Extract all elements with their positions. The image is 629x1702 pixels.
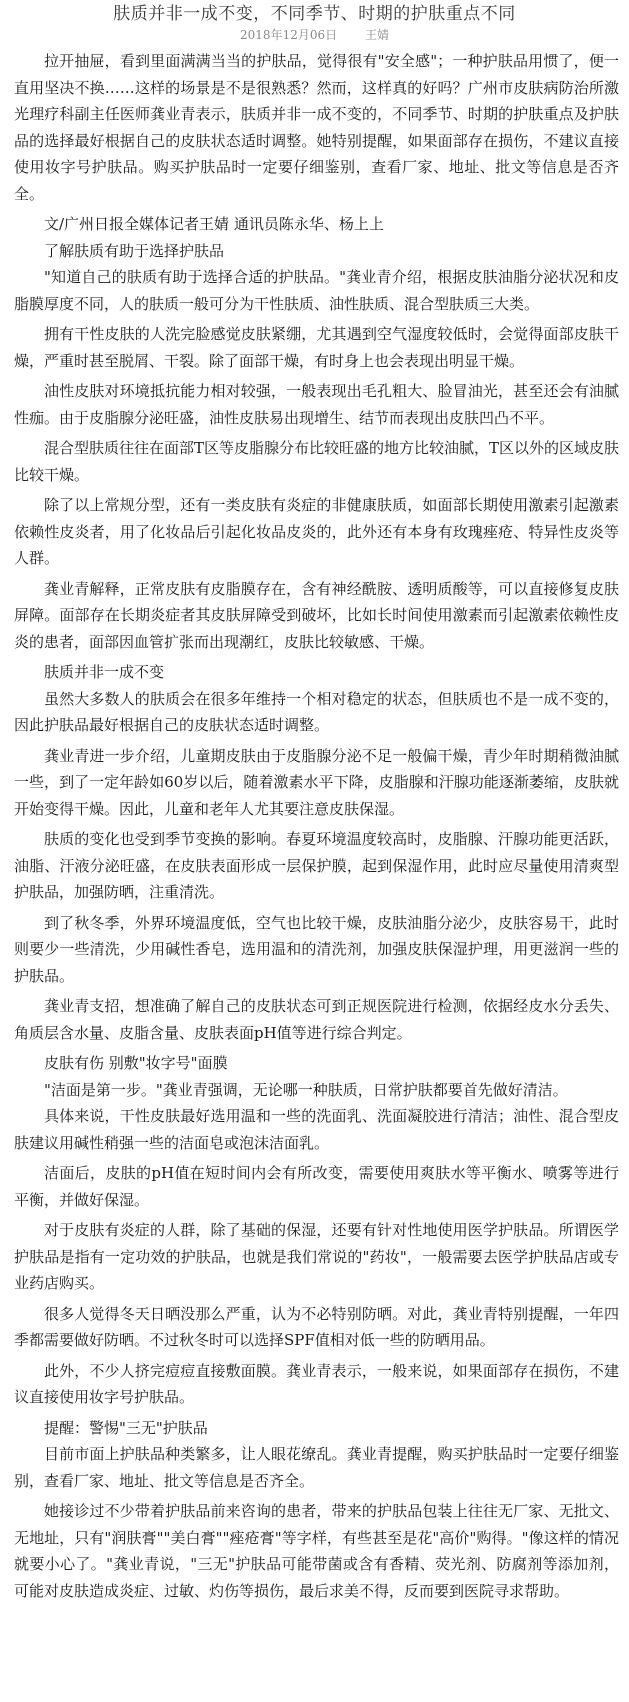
paragraph: 肤质的变化也受到季节变换的影响。春夏环境温度较高时，皮脂腺、汗腺功能更活跃，油脂、汗液分泌旺盛，在皮肤表面形成一层保护膜，起到保湿作用，此时应尽量使用清爽型护肤品，加强防晒，注重清洗。 — [14, 830, 619, 901]
paragraph: 除了以上常规分型，还有一类皮肤有炎症的非健康肤质，如面部长期使用激素引起激素依赖性皮炎者，用了化妆品后引起化妆品皮炎的，此外还有本身有玫瑰痤疮、特异性皮炎等人群。 — [14, 496, 619, 567]
paragraph: 混合型肤质往往在面部T区等皮脂腺分布比较旺盛的地方比较油腻，T区以外的区域皮肤比较干燥。 — [14, 439, 620, 484]
paragraph: 龚业青解释，正常皮肤有皮脂膜存在，含有神经酰胺、透明质酸等，可以直接修复皮肤屏障。面部存在长期炎症者其皮肤屏障受到破坏，比如长时间使用激素而引起激素依赖性皮炎的患者，面部因血管扩张而出现潮红，皮肤比较敏感、干燥。 — [14, 579, 619, 651]
paragraph: "知道自己的肤质有助于选择合适的护肤品。"龚业青介绍，根据皮肤油脂分泌状况和皮脂膜厚度不同，人的肤质一般可分为干性肤质、油性肤质、混合型肤质三大类。 — [14, 268, 619, 313]
section-heading: 提醒：警惕"三无"护肤品 — [44, 1418, 208, 1437]
article-meta — [0, 26, 629, 44]
article-header — [0, 0, 629, 44]
paragraph: 很多人觉得冬天日晒没那么严重，认为不必特别防晒。对此，龚业青特别提醒，一年四季都需要做好防晒。不过秋冬时可以选择SPF值相对低一些的防晒用品。 — [14, 1304, 619, 1349]
paragraph: 龚业青支招，想准确了解自己的皮肤状态可到正规医院进行检测，依据经皮水分丢失、角质层含水量、皮脂含量、皮肤表面pH值等进行综合判定。 — [14, 997, 619, 1042]
section-heading: 了解肤质有助于选择护肤品 — [44, 241, 225, 260]
paragraph: 对于皮肤有炎症的人群，除了基础的保湿，还要有针对性地使用医学护肤品。所谓医学护肤品是指有一定功效的护肤品，也就是我们常说的"药妆"，一般需要去医学护肤品店或专业药店购买。 — [14, 1221, 619, 1292]
publish-date: 2018年12月06日 — [240, 28, 338, 42]
author-name: 王婧 — [364, 28, 389, 42]
paragraph: "洁面是第一步。"龚业青强调，无论哪一种肤质，日常护肤都要首先做好清洁。 — [44, 1080, 568, 1099]
article-body — [0, 44, 629, 1604]
paragraph: 到了秋冬季，外界环境温度低，空气也比较干燥，皮肤油脂分泌少，皮肤容易干，此时则要少一些清洗，少用碱性香皂，选用温和的清洗剂，加强皮肤保湿护理，用更滋润一些的护肤品。 — [14, 913, 619, 985]
paragraph: 龚业青进一步介绍，儿童期皮肤由于皮脂腺分泌不足一般偏干燥，青少年时期稍微油腻一些，到了一定年龄如60岁以后，随着激素水平下降，皮脂腺和汗腺功能逐渐萎缩，皮肤就开始变得干燥。因此，儿童和老年人尤其要注意皮肤保湿。 — [14, 746, 619, 818]
paragraph: 拉开抽屉，看到里面满满当当的护肤品，觉得很有"安全感"；一种护肤品用惯了，便一直用坚决不换……这样的场景是不是很熟悉？然而，这样真的好吗？广州市皮肤病防治所激光理疗科副主任医师龚业青表示，肤质并非一成不变的，不同季节、时期的护肤重点及护肤品的选择最好根据自己的皮肤状态适时调整。她特别提醒，如果面部存在损伤，不建议直接使用妆字号护肤品。购买护肤品时一定要仔细鉴别，查看厂家、地址、批文等信息是否齐全。 — [14, 52, 619, 203]
article-title: 肤质并非一成不变，不同季节、时期的护肤重点不同 — [113, 4, 516, 24]
paragraph: 具体来说，干性皮肤最好选用温和一些的洗面乳、洗面凝胶进行清洁；油性、混合型皮肤建议用碱性稍强一些的洁面皂或泡沫洁面乳。 — [14, 1107, 619, 1152]
section-heading: 皮肤有伤 别敷"妆字号"面膜 — [44, 1054, 228, 1072]
paragraph: 虽然大多数人的肤质会在很多年维持一个相对稳定的状态，但肤质也不是一成不变的，因此护肤品最好根据自己的皮肤状态适时调整。 — [14, 689, 619, 734]
section-heading: 肤质并非一成不变 — [44, 663, 165, 681]
paragraph: 她接诊过不少带着护肤品前来咨询的患者，带来的护肤品包装上往往无厂家、无批文、无地址，只有"润肤膏""美白膏""痤疮膏"等字样，有些甚至是花"高价"购得。"像这样的情况就要小心了。"龚业青说，"三无"护肤品可能带菌或含有香精、荧光剂、防腐剂等添加剂，可能对皮肤造成炎症、过敏、灼伤等损伤，最后求美不得，反而要到医院寻求帮助。 — [14, 1502, 619, 1600]
paragraph: 拥有干性皮肤的人洗完脸感觉皮肤紧绷，尤其遇到空气湿度较低时，会觉得面部皮肤干燥，严重时甚至脱屑、干裂。除了面部干燥，有时身上也会表现出明显干燥。 — [14, 325, 619, 370]
paragraph: 油性皮肤对环境抵抗能力相对较强，一般表现出毛孔粗大、脸冒油光，甚至还会有油腻性痂。由于皮脂腺分泌旺盛，油性皮肤易出现增生、结节而表现出皮肤凹凸不平。 — [14, 382, 619, 427]
paragraph: 此外，不少人挤完痘痘直接敷面膜。龚业青表示，一般来说，如果面部存在损伤，不建议直接使用妆字号护肤品。 — [14, 1361, 619, 1406]
paragraph: 目前市面上护肤品种类繁多，让人眼花缭乱。龚业青提醒，购买护肤品时一定要仔细鉴别，查看厂家、地址、批文等信息是否齐全。 — [14, 1445, 619, 1490]
paragraph: 洁面后，皮肤的pH值在短时间内会有所改变，需要使用爽肤水等平衡水、喷雾等进行平衡，并做好保湿。 — [14, 1164, 619, 1209]
byline: 文/广州日报全媒体记者王婧 通讯员陈永华、杨上上 — [44, 215, 384, 233]
